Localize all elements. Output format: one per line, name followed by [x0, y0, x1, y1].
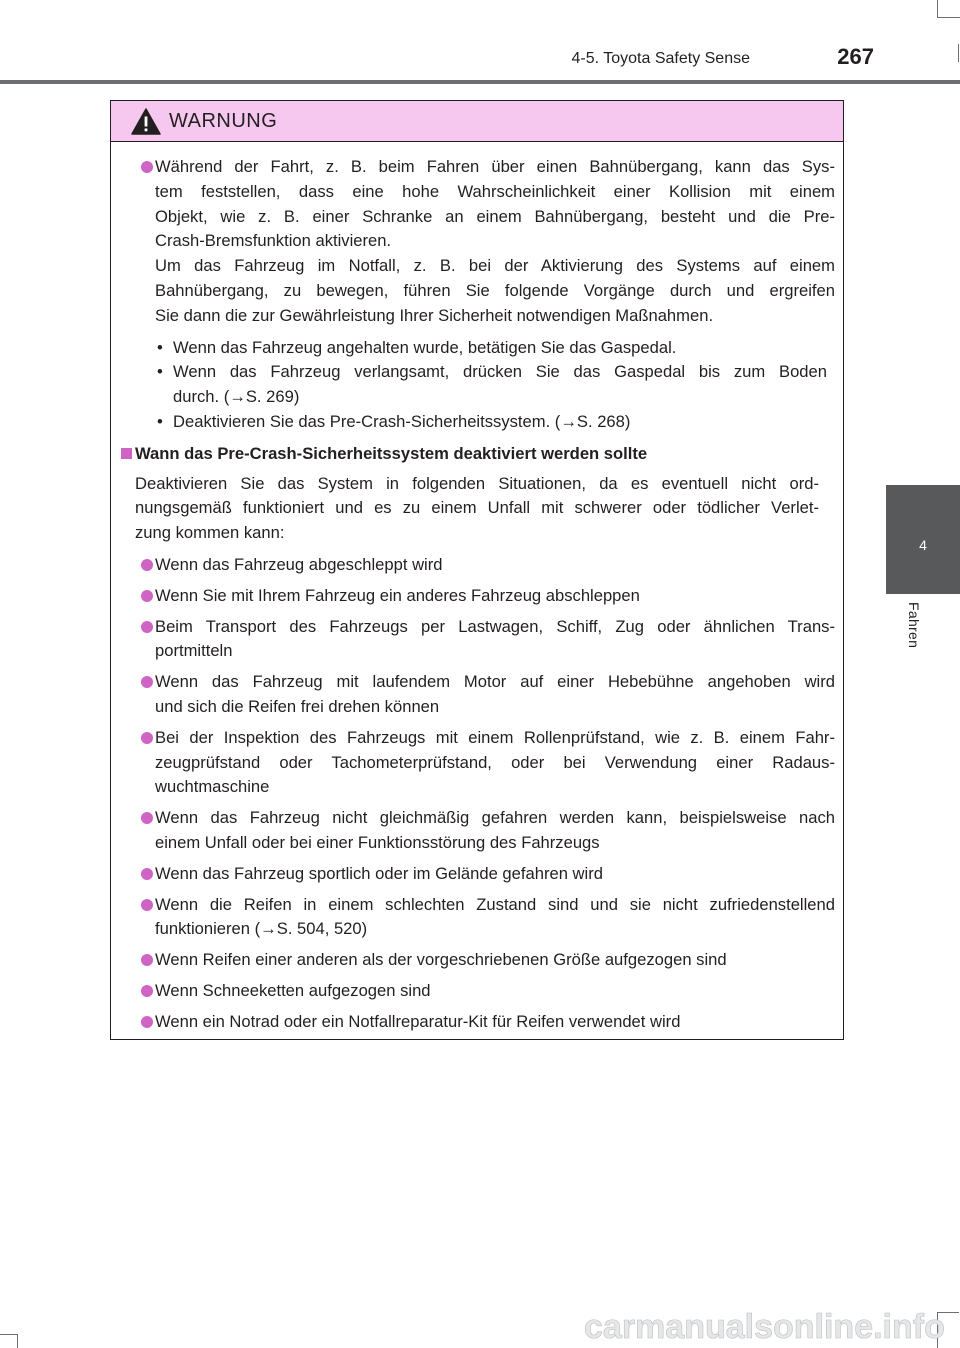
situation-item: Wenn die Reifen in einem schlechten Zustand sind und sie nicht zufriedenstellend funktionieren (→S. 504, 520)	[119, 893, 835, 943]
chapter-tab	[886, 485, 960, 594]
sub-bullet-icon: •	[157, 337, 163, 357]
bullet-dot-icon	[141, 590, 153, 602]
header-section-title: 4-5. Toyota Safety Sense	[571, 50, 750, 67]
warning-box	[110, 100, 844, 1040]
section-heading: Wann das Pre-Crash-Sicherheitssystem deaktiviert werden sollte	[119, 442, 835, 467]
bullet-dot-icon	[141, 1016, 153, 1028]
sub-list-item: • Deaktivieren Sie das Pre-Crash-Sicherheitssystem. (→S. 268)	[119, 410, 835, 435]
crop-mark	[958, 44, 959, 62]
situation-item: Wenn ein Notrad oder ein Notfallreparatur-Kit für Reifen verwendet wird	[119, 1010, 835, 1035]
warning-header	[111, 101, 843, 142]
section-intro: Deaktivieren Sie das System in folgenden Situationen, da es eventuell nicht ord- nungsgemäß funktioniert und es zu einem Unfall mit schwerer oder tödlicher Verlet- zung kommen kann:	[135, 473, 819, 543]
watermark-logo	[580, 1300, 950, 1348]
situation-item: Beim Transport des Fahrzeugs per Lastwagen, Schiff, Zug oder ähnlichen Trans- portmitteln	[119, 615, 835, 665]
bullet-dot-icon	[141, 954, 153, 966]
crop-mark	[17, 1334, 18, 1348]
header-rule	[0, 80, 960, 84]
sub-bullet-icon: •	[157, 411, 163, 431]
bullet-dot-icon	[141, 621, 153, 633]
situation-item: Wenn das Fahrzeug sportlich oder im Gelände gefahren wird	[119, 862, 835, 887]
situation-item: Bei der Inspektion des Fahrzeugs mit einem Rollenprüfstand, wie z. B. einem Fahr- zeugprüfstand oder Tachometerprüfstand, oder bei Verwendung einer Radaus- wuchtmaschine	[119, 726, 835, 800]
crop-mark	[0, 1334, 18, 1335]
sub-list-item: • Wenn das Fahrzeug angehalten wurde, betätigen Sie das Gaspedal.	[119, 336, 835, 361]
page-number: 267	[837, 44, 874, 69]
sub-bullet-icon: •	[157, 362, 163, 382]
bullet-dot-icon	[141, 868, 153, 880]
sub-list-item: • Wenn das Fahrzeug verlangsamt, drücken Sie das Gaspedal bis zum Boden durch. (→S. 269)	[157, 362, 827, 407]
bullet-dot-icon	[141, 899, 153, 911]
situation-item: Wenn das Fahrzeug abgeschleppt wird	[119, 553, 835, 578]
bullet-dot-icon	[141, 985, 153, 997]
crop-mark	[938, 17, 960, 18]
square-bullet-icon	[121, 448, 132, 459]
chapter-number: 4	[919, 537, 927, 553]
chapter-label: Fahren	[906, 602, 922, 649]
svg-text:carmanualsonline.info: carmanualsonline.info	[584, 1308, 945, 1346]
bullet-dot-icon	[141, 812, 153, 824]
situation-item: Wenn das Fahrzeug nicht gleichmäßig gefahren werden kann, beispielsweise nach einem Unfall oder bei einer Funktionsstörung des Fahrzeugs	[119, 806, 835, 856]
warning-content	[111, 142, 843, 1035]
bullet-dot-icon	[141, 676, 153, 688]
warning-triangle-icon	[131, 108, 161, 135]
situation-item: Wenn Reifen einer anderen als der vorgeschriebenen Größe aufgezogen sind	[119, 948, 835, 973]
situation-item: Wenn Sie mit Ihrem Fahrzeug ein anderes Fahrzeug abschleppen	[119, 584, 835, 609]
warning-title: WARNUNG	[169, 110, 278, 132]
bullet-dot-icon	[141, 732, 153, 744]
situation-item: Wenn Schneeketten aufgezogen sind	[119, 979, 835, 1004]
situation-item: Wenn das Fahrzeug mit laufendem Motor auf einer Hebebühne angehoben wird und sich die Reifen frei drehen können	[119, 670, 835, 720]
bullet-dot-icon	[141, 559, 153, 571]
crop-mark	[937, 0, 938, 18]
bullet-dot-icon	[141, 161, 153, 173]
warning-item: Während der Fahrt, z. B. beim Fahren über einen Bahnübergang, kann das Sys- tem feststellen, dass eine hohe Wahrscheinlichkeit einer Kollision mit einem Objekt, wie z. B. einer Schranke an einem Bahnübergang, besteht und die Pre- Crash-Bremsfunktion aktivieren. Um das Fahrzeug im Notfall, z. B. bei der Aktivierung des Systems auf einem Bahnübergang, zu bewegen, führen Sie folgende Vorgänge durch und ergreifen Sie dann die zur Gewährleistung Ihrer Sicherheit notwendigen Maßnahmen.	[119, 155, 835, 329]
